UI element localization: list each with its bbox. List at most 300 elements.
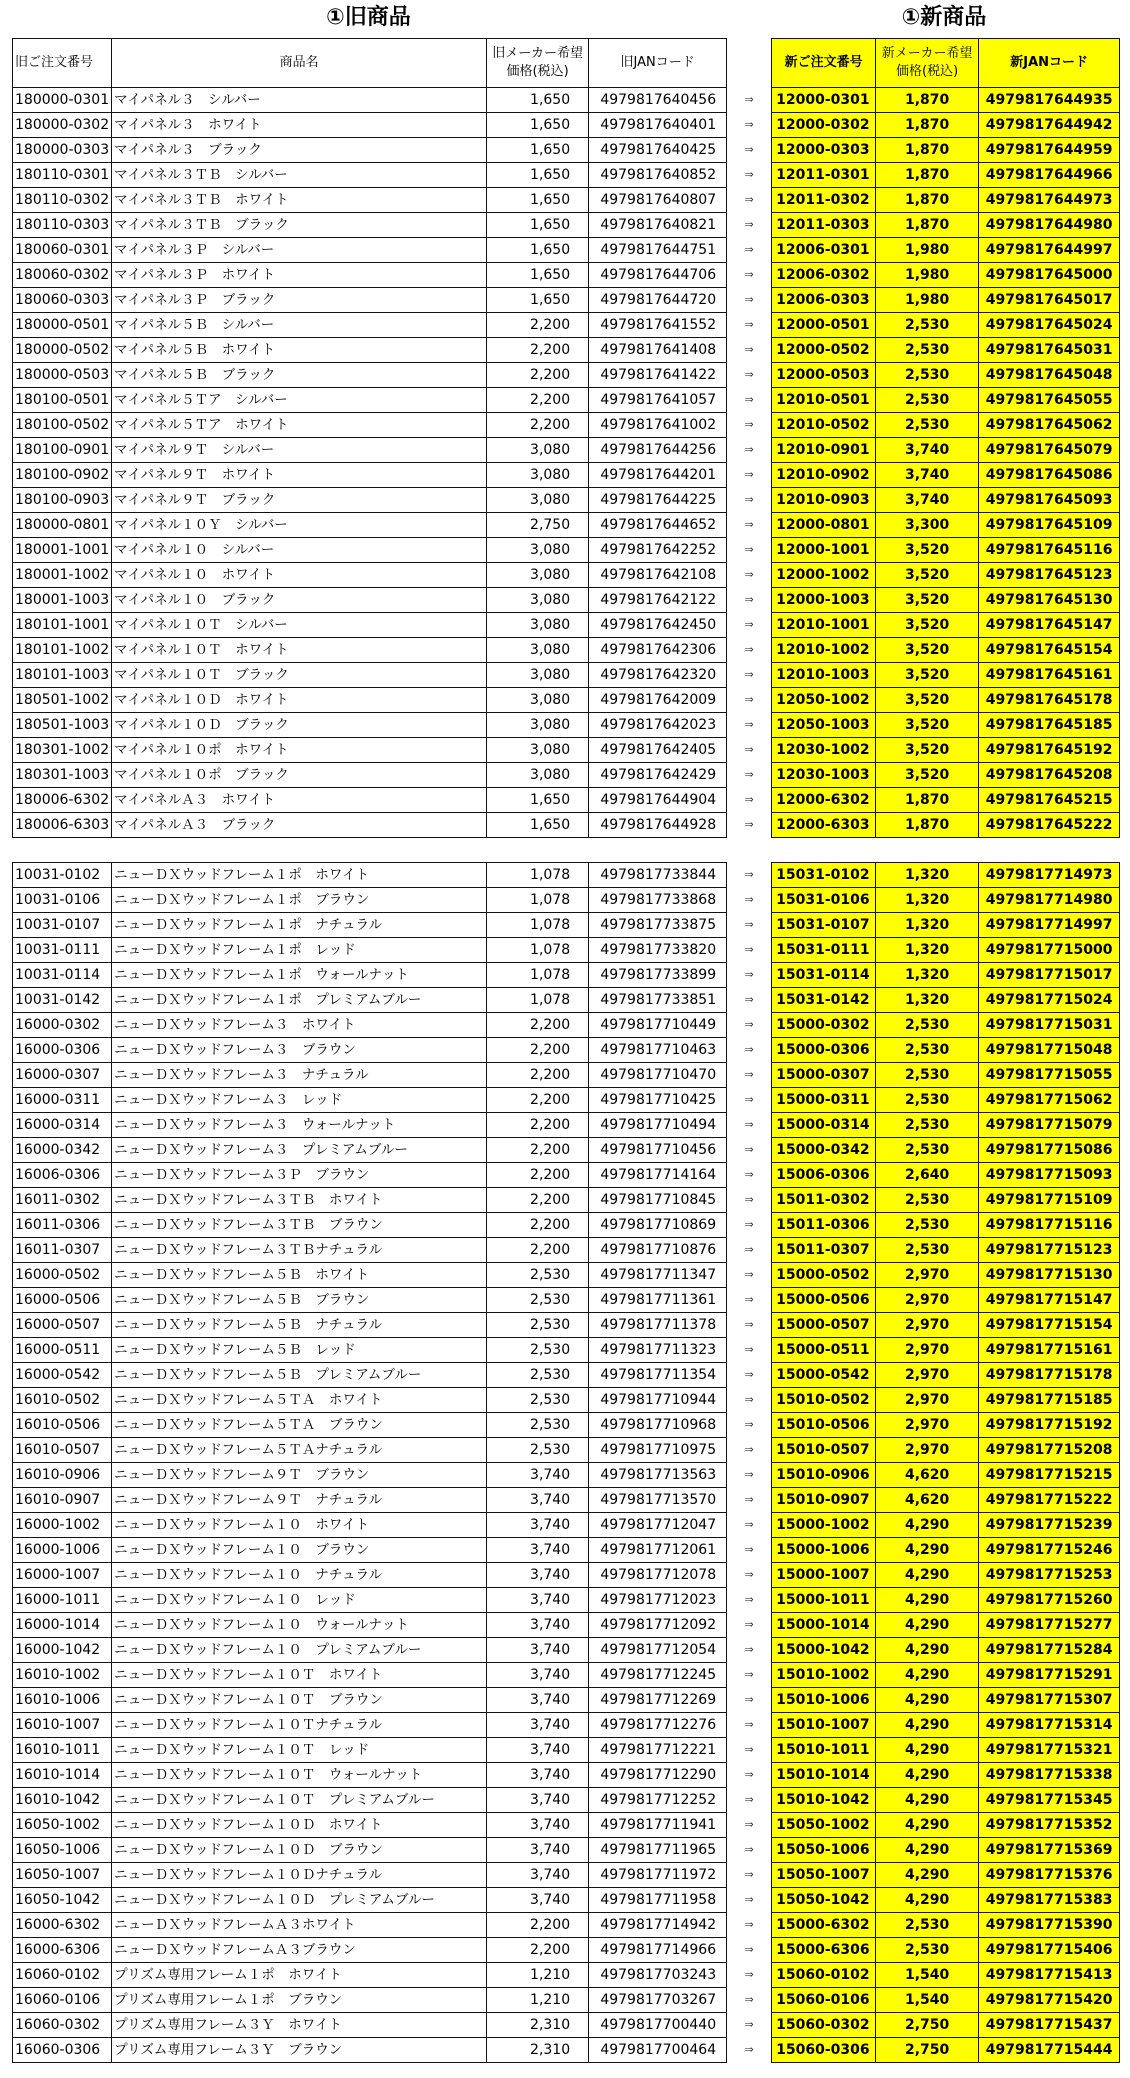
- old-order-number-cell: 10031-0142: [13, 988, 112, 1013]
- new-jan-code-cell: 4979817645055: [979, 388, 1120, 413]
- new-price-cell: 2,970: [876, 1438, 979, 1463]
- arrow-icon: ⇒: [744, 193, 754, 206]
- old-price-cell: 2,200: [487, 1088, 589, 1113]
- product-name-cell: ニューＤＸウッドフレーム３ レッド: [112, 1088, 487, 1113]
- new-price-cell: 2,970: [876, 1288, 979, 1313]
- arrow-icon: ⇒: [744, 318, 754, 331]
- arrow-icon: ⇒: [744, 168, 754, 181]
- new-jan-code-cell: 4979817644942: [979, 113, 1120, 138]
- table-row: [13, 888, 1120, 913]
- old-products-title: ①旧商品: [326, 5, 411, 30]
- arrow-icon: ⇒: [744, 1168, 754, 1181]
- arrow-icon: ⇒: [744, 918, 754, 931]
- old-jan-code-cell: 4979817642122: [589, 588, 727, 613]
- arrow-icon: ⇒: [744, 293, 754, 306]
- old-order-number-cell: 180100-0901: [13, 438, 112, 463]
- product-name-cell: ニューＤＸウッドフレーム１ポ レッド: [112, 938, 487, 963]
- old-order-number-cell: 16011-0307: [13, 1238, 112, 1263]
- new-jan-code-cell: 4979817645130: [979, 588, 1120, 613]
- product-name-cell: マイパネル１０ポ ブラック: [112, 763, 487, 788]
- table-row: [13, 1288, 1120, 1313]
- old-order-number-cell: 16000-1002: [13, 1513, 112, 1538]
- old-jan-code-cell: 4979817642009: [589, 688, 727, 713]
- arrow-icon: ⇒: [744, 2018, 754, 2031]
- new-price-cell: 2,530: [876, 1013, 979, 1038]
- old-price-cell: 1,650: [487, 813, 589, 838]
- table-row: [13, 313, 1120, 338]
- old-jan-code-cell: 4979817642450: [589, 613, 727, 638]
- new-order-number-cell: 15000-0307: [772, 1063, 876, 1088]
- old-price-cell: 3,740: [487, 1663, 589, 1688]
- arrow-icon: ⇒: [744, 618, 754, 631]
- new-order-number-cell: 15010-0506: [772, 1413, 876, 1438]
- old-order-number-cell: 180000-0301: [13, 88, 112, 113]
- old-order-number-cell: 16000-0314: [13, 1113, 112, 1138]
- new-order-number-cell: 12000-0502: [772, 338, 876, 363]
- new-price-cell: 1,320: [876, 988, 979, 1013]
- old-price-cell: 3,080: [487, 463, 589, 488]
- new-price-cell: 2,530: [876, 1063, 979, 1088]
- table-row: [13, 1988, 1120, 2013]
- new-order-number-cell: 15000-0502: [772, 1263, 876, 1288]
- new-price-cell: 1,870: [876, 813, 979, 838]
- new-order-number-cell: 15010-0907: [772, 1488, 876, 1513]
- new-jan-code-cell: 4979817645208: [979, 763, 1120, 788]
- old-order-number-cell: 16000-0507: [13, 1313, 112, 1338]
- old-jan-code-cell: 4979817712252: [589, 1788, 727, 1813]
- new-jan-code-cell: 4979817645192: [979, 738, 1120, 763]
- table-row: [13, 213, 1120, 238]
- arrow-icon: ⇒: [744, 1793, 754, 1806]
- new-jan-code-cell: 4979817715383: [979, 1888, 1120, 1913]
- table-row: [13, 188, 1120, 213]
- old-jan-code-cell: 4979817642429: [589, 763, 727, 788]
- old-price-cell: 1,078: [487, 913, 589, 938]
- new-jan-code-cell: 4979817715277: [979, 1613, 1120, 1638]
- old-order-number-cell: 16050-1007: [13, 1863, 112, 1888]
- new-price-cell: 4,290: [876, 1688, 979, 1713]
- new-price-cell: 2,530: [876, 388, 979, 413]
- product-name-cell: ニューＤＸウッドフレーム３ プレミアムブルー: [112, 1138, 487, 1163]
- new-jan-code-cell: 4979817715369: [979, 1838, 1120, 1863]
- product-name-cell: ニューＤＸウッドフレーム１０ ナチュラル: [112, 1563, 487, 1588]
- new-price-header: 新メーカー希望価格(税込): [876, 39, 979, 88]
- table-row: [13, 138, 1120, 163]
- table-row: [13, 1838, 1120, 1863]
- separator-cell: [13, 838, 112, 863]
- old-price-cell: 2,200: [487, 1188, 589, 1213]
- arrow-icon: ⇒: [744, 593, 754, 606]
- new-order-number-cell: 12011-0303: [772, 213, 876, 238]
- product-name-cell: ニューＤＸウッドフレーム１ポ ブラウン: [112, 888, 487, 913]
- new-order-number-cell: 12000-0301: [772, 88, 876, 113]
- product-name-cell: マイパネル５Ｂ シルバー: [112, 313, 487, 338]
- product-name-cell: ニューＤＸウッドフレーム５Ｂ ブラウン: [112, 1288, 487, 1313]
- product-name-cell: マイパネル３ＴＢ ブラック: [112, 213, 487, 238]
- old-jan-code-cell: 4979817644201: [589, 463, 727, 488]
- old-order-number-cell: 10031-0102: [13, 863, 112, 888]
- new-jan-code-cell: 4979817645109: [979, 513, 1120, 538]
- new-order-number-cell: 15050-1006: [772, 1838, 876, 1863]
- old-jan-code-cell: 4979817642108: [589, 563, 727, 588]
- old-order-number-cell: 16010-1002: [13, 1663, 112, 1688]
- new-price-cell: 3,520: [876, 588, 979, 613]
- arrow-icon: ⇒: [744, 1468, 754, 1481]
- new-jan-code-cell: 4979817645154: [979, 638, 1120, 663]
- old-order-number-cell: 16006-0306: [13, 1163, 112, 1188]
- arrow-icon: ⇒: [744, 643, 754, 656]
- new-order-number-cell: 15031-0142: [772, 988, 876, 1013]
- arrow-icon: ⇒: [744, 1018, 754, 1031]
- table-row: [13, 238, 1120, 263]
- product-mapping-table: [12, 38, 1120, 2063]
- new-order-number-cell: 15000-0506: [772, 1288, 876, 1313]
- separator-cell: [589, 838, 727, 863]
- new-jan-code-cell: 4979817715123: [979, 1238, 1120, 1263]
- product-name-cell: マイパネル１０Ｔ シルバー: [112, 613, 487, 638]
- product-name-cell: マイパネル３Ｐ ホワイト: [112, 263, 487, 288]
- new-order-number-cell: 15060-0102: [772, 1963, 876, 1988]
- new-price-cell: 3,520: [876, 613, 979, 638]
- old-price-cell: 3,080: [487, 613, 589, 638]
- new-order-number-cell: 12050-1002: [772, 688, 876, 713]
- arrow-icon: ⇒: [744, 1643, 754, 1656]
- old-order-number-cell: 16010-1011: [13, 1738, 112, 1763]
- new-order-number-cell: 15006-0306: [772, 1163, 876, 1188]
- product-name-cell: ニューＤＸウッドフレーム１ポ ウォールナット: [112, 963, 487, 988]
- old-order-number-cell: 180000-0801: [13, 513, 112, 538]
- table-row: [13, 1338, 1120, 1363]
- old-jan-code-cell: 4979817710470: [589, 1063, 727, 1088]
- new-price-cell: 1,320: [876, 938, 979, 963]
- product-name-cell: ニューＤＸウッドフレーム３ ウォールナット: [112, 1113, 487, 1138]
- arrow-icon: ⇒: [744, 1043, 754, 1056]
- old-order-number-cell: 180000-0302: [13, 113, 112, 138]
- old-jan-code-cell: 4979817644928: [589, 813, 727, 838]
- product-name-cell: ニューＤＸウッドフレーム３Ｐ ブラウン: [112, 1163, 487, 1188]
- old-price-cell: 2,310: [487, 2013, 589, 2038]
- product-name-cell: ニューＤＸウッドフレーム１０ ブラウン: [112, 1538, 487, 1563]
- new-order-number-cell: 15000-0314: [772, 1113, 876, 1138]
- product-name-cell: ニューＤＸウッドフレーム３ ブラウン: [112, 1038, 487, 1063]
- new-jan-code-cell: 4979817715048: [979, 1038, 1120, 1063]
- new-price-cell: 4,290: [876, 1713, 979, 1738]
- new-price-cell: 2,970: [876, 1363, 979, 1388]
- new-order-number-cell: 12010-0901: [772, 438, 876, 463]
- separator-cell: [112, 838, 487, 863]
- old-price-cell: 1,650: [487, 263, 589, 288]
- old-order-number-cell: 16010-0906: [13, 1463, 112, 1488]
- old-order-number-cell: 16010-0506: [13, 1413, 112, 1438]
- old-order-number-cell: 180110-0301: [13, 163, 112, 188]
- table-row: [13, 1238, 1120, 1263]
- product-name-cell: マイパネル３ ブラック: [112, 138, 487, 163]
- new-price-cell: 1,870: [876, 788, 979, 813]
- old-price-cell: 3,740: [487, 1538, 589, 1563]
- old-price-cell: 1,078: [487, 963, 589, 988]
- old-price-cell: 2,200: [487, 388, 589, 413]
- old-price-cell: 3,080: [487, 538, 589, 563]
- old-jan-code-cell: 4979817642306: [589, 638, 727, 663]
- old-price-cell: 1,650: [487, 163, 589, 188]
- old-jan-code-cell: 4979817640807: [589, 188, 727, 213]
- new-jan-code-cell: 4979817715314: [979, 1713, 1120, 1738]
- product-name-cell: マイパネル３ＴＢ ホワイト: [112, 188, 487, 213]
- old-jan-code-cell: 4979817641552: [589, 313, 727, 338]
- arrow-icon: ⇒: [744, 1268, 754, 1281]
- old-jan-code-cell: 4979817711323: [589, 1338, 727, 1363]
- table-row: [13, 1488, 1120, 1513]
- old-order-number-cell: 16000-1042: [13, 1638, 112, 1663]
- product-name-cell: プリズム専用フレーム１ポ ブラウン: [112, 1988, 487, 2013]
- old-order-number-cell: 16060-0102: [13, 1963, 112, 1988]
- old-jan-code-cell: 4979817733844: [589, 863, 727, 888]
- new-price-cell: 2,530: [876, 1038, 979, 1063]
- new-jan-code-cell: 4979817715147: [979, 1288, 1120, 1313]
- old-order-number-cell: 16050-1042: [13, 1888, 112, 1913]
- table-row: [13, 113, 1120, 138]
- old-jan-code-cell: 4979817710975: [589, 1438, 727, 1463]
- arrow-icon: ⇒: [744, 443, 754, 456]
- old-order-number-cell: 16050-1006: [13, 1838, 112, 1863]
- arrow-icon: ⇒: [744, 1093, 754, 1106]
- product-name-cell: ニューＤＸウッドフレーム３ＴＢ ブラウン: [112, 1213, 487, 1238]
- new-order-number-cell: 12050-1003: [772, 713, 876, 738]
- arrow-icon: ⇒: [744, 1343, 754, 1356]
- new-order-number-cell: 12000-0503: [772, 363, 876, 388]
- new-order-number-cell: 12030-1003: [772, 763, 876, 788]
- new-jan-code-cell: 4979817715307: [979, 1688, 1120, 1713]
- product-name-cell: ニューＤＸウッドフレーム５ＴＡナチュラル: [112, 1438, 487, 1463]
- new-price-cell: 3,520: [876, 713, 979, 738]
- table-row: [13, 438, 1120, 463]
- separator-cell: [772, 838, 876, 863]
- old-order-number-cell: 16011-0306: [13, 1213, 112, 1238]
- old-price-cell: 2,200: [487, 1913, 589, 1938]
- old-price-cell: 3,740: [487, 1863, 589, 1888]
- new-order-number-cell: 15010-1002: [772, 1663, 876, 1688]
- product-name-cell: マイパネル１０Ｔ ホワイト: [112, 638, 487, 663]
- old-jan-code-cell: 4979817711958: [589, 1888, 727, 1913]
- table-row: [13, 163, 1120, 188]
- new-price-cell: 4,290: [876, 1613, 979, 1638]
- product-name-cell: ニューＤＸウッドフレーム１０Ｔ ホワイト: [112, 1663, 487, 1688]
- new-jan-code-cell: 4979817715239: [979, 1513, 1120, 1538]
- separator-cell: [487, 838, 589, 863]
- table-row: [13, 1038, 1120, 1063]
- old-price-cell: 3,080: [487, 763, 589, 788]
- separator-cell: [876, 838, 979, 863]
- separator-cell: [979, 838, 1120, 863]
- table-row: [13, 963, 1120, 988]
- arrow-icon: ⇒: [744, 1993, 754, 2006]
- new-price-cell: 2,750: [876, 2013, 979, 2038]
- old-jan-code-cell: 4979817640425: [589, 138, 727, 163]
- table-row: [13, 1863, 1120, 1888]
- product-name-cell: ニューＤＸウッドフレーム１ポ ホワイト: [112, 863, 487, 888]
- old-jan-code-cell: 4979817710463: [589, 1038, 727, 1063]
- old-price-cell: 2,200: [487, 1163, 589, 1188]
- new-price-cell: 2,970: [876, 1263, 979, 1288]
- new-jan-code-cell: 4979817644973: [979, 188, 1120, 213]
- new-jan-code-cell: 4979817645017: [979, 288, 1120, 313]
- new-price-cell: 1,320: [876, 888, 979, 913]
- new-order-number-cell: 15031-0114: [772, 963, 876, 988]
- old-order-number-cell: 180001-1003: [13, 588, 112, 613]
- new-jan-code-cell: 4979817715161: [979, 1338, 1120, 1363]
- old-price-cell: 2,200: [487, 1213, 589, 1238]
- old-order-number-cell: 180101-1001: [13, 613, 112, 638]
- old-order-number-cell: 180001-1002: [13, 563, 112, 588]
- old-price-cell: 3,080: [487, 588, 589, 613]
- new-price-cell: 3,520: [876, 663, 979, 688]
- table-row: [13, 1638, 1120, 1663]
- old-order-number-cell: 180100-0502: [13, 413, 112, 438]
- new-jan-code-cell: 4979817644959: [979, 138, 1120, 163]
- old-price-cell: 1,650: [487, 238, 589, 263]
- old-price-cell: 2,530: [487, 1388, 589, 1413]
- product-name-cell: ニューＤＸウッドフレーム５Ｂ ナチュラル: [112, 1313, 487, 1338]
- old-price-cell: 1,078: [487, 938, 589, 963]
- new-order-number-cell: 15010-1042: [772, 1788, 876, 1813]
- arrow-icon: ⇒: [744, 518, 754, 531]
- table-row: [13, 288, 1120, 313]
- product-name-cell: マイパネル１０ ブラック: [112, 588, 487, 613]
- old-price-cell: 3,740: [487, 1488, 589, 1513]
- table-row: [13, 1438, 1120, 1463]
- product-name-cell: ニューＤＸウッドフレーム１ポ プレミアムブルー: [112, 988, 487, 1013]
- new-price-cell: 2,530: [876, 1938, 979, 1963]
- old-order-number-cell: 16010-1014: [13, 1763, 112, 1788]
- new-order-number-cell: 15011-0306: [772, 1213, 876, 1238]
- arrow-icon: ⇒: [744, 118, 754, 131]
- product-name-cell: ニューＤＸウッドフレーム１０Ｄ プレミアムブルー: [112, 1888, 487, 1913]
- product-name-cell: マイパネル１０ポ ホワイト: [112, 738, 487, 763]
- header-row: [13, 39, 1120, 88]
- new-price-cell: 4,290: [876, 1663, 979, 1688]
- table-row: [13, 1088, 1120, 1113]
- new-price-cell: 1,870: [876, 163, 979, 188]
- old-jan-code-cell: 4979817640852: [589, 163, 727, 188]
- old-price-cell: 1,078: [487, 988, 589, 1013]
- arrow-icon: ⇒: [744, 1318, 754, 1331]
- arrow-icon: ⇒: [744, 693, 754, 706]
- table-row: [13, 1963, 1120, 1988]
- old-price-cell: 1,650: [487, 213, 589, 238]
- arrow-icon: ⇒: [744, 993, 754, 1006]
- old-price-cell: 1,650: [487, 188, 589, 213]
- product-name-cell: ニューＤＸウッドフレーム９Ｔ ナチュラル: [112, 1488, 487, 1513]
- arrow-icon: ⇒: [744, 1868, 754, 1881]
- old-jan-code-cell: 4979817712078: [589, 1563, 727, 1588]
- new-jan-code-cell: 4979817645048: [979, 363, 1120, 388]
- table-row: [13, 588, 1120, 613]
- new-jan-code-cell: 4979817645062: [979, 413, 1120, 438]
- new-price-cell: 1,870: [876, 213, 979, 238]
- arrow-icon: ⇒: [744, 1943, 754, 1956]
- new-jan-code-cell: 4979817715284: [979, 1638, 1120, 1663]
- new-price-cell: 2,970: [876, 1388, 979, 1413]
- new-price-cell: 4,290: [876, 1513, 979, 1538]
- table-row: [13, 488, 1120, 513]
- new-order-number-cell: 12000-6303: [772, 813, 876, 838]
- old-order-number-cell: 180006-6302: [13, 788, 112, 813]
- old-price-cell: 3,740: [487, 1838, 589, 1863]
- old-jan-code-cell: 4979817733875: [589, 913, 727, 938]
- old-order-number-cell: 16000-0307: [13, 1063, 112, 1088]
- old-jan-code-cell: 4979817712092: [589, 1613, 727, 1638]
- new-order-number-cell: 15010-0502: [772, 1388, 876, 1413]
- arrow-icon: ⇒: [744, 1143, 754, 1156]
- new-jan-code-cell: 4979817645024: [979, 313, 1120, 338]
- table-row: [13, 538, 1120, 563]
- new-price-cell: 4,290: [876, 1563, 979, 1588]
- product-name-cell: ニューＤＸウッドフレーム１０Ｔ ウォールナット: [112, 1763, 487, 1788]
- old-price-cell: 2,530: [487, 1263, 589, 1288]
- old-order-number-cell: 180501-1002: [13, 688, 112, 713]
- arrow-icon: ⇒: [744, 568, 754, 581]
- new-price-cell: 2,970: [876, 1338, 979, 1363]
- old-order-number-cell: 16000-6302: [13, 1913, 112, 1938]
- table-row: [13, 1713, 1120, 1738]
- arrow-icon: ⇒: [744, 2043, 754, 2056]
- product-name-cell: ニューＤＸウッドフレーム３ ホワイト: [112, 1013, 487, 1038]
- new-price-cell: 1,870: [876, 113, 979, 138]
- new-jan-code-cell: 4979817715291: [979, 1663, 1120, 1688]
- old-order-number-cell: 180006-6303: [13, 813, 112, 838]
- new-jan-code-cell: 4979817644980: [979, 213, 1120, 238]
- new-order-number-cell: 15000-0542: [772, 1363, 876, 1388]
- old-price-cell: 3,740: [487, 1463, 589, 1488]
- old-order-number-cell: 180100-0501: [13, 388, 112, 413]
- arrow-icon: ⇒: [744, 1693, 754, 1706]
- old-order-number-cell: 10031-0107: [13, 913, 112, 938]
- new-price-cell: 1,980: [876, 288, 979, 313]
- old-price-cell: 2,530: [487, 1363, 589, 1388]
- new-jan-code-cell: 4979817715000: [979, 938, 1120, 963]
- old-order-number-header: 旧ご注文番号: [13, 39, 112, 88]
- old-jan-code-cell: 4979817714164: [589, 1163, 727, 1188]
- new-jan-code-cell: 4979817715321: [979, 1738, 1120, 1763]
- old-jan-code-cell: 4979817710425: [589, 1088, 727, 1113]
- arrow-icon: ⇒: [744, 1818, 754, 1831]
- new-jan-code-cell: 4979817715130: [979, 1263, 1120, 1288]
- product-name-cell: ニューＤＸウッドフレーム５ＴＡ ホワイト: [112, 1388, 487, 1413]
- new-order-number-cell: 12000-6302: [772, 788, 876, 813]
- old-order-number-cell: 180000-0503: [13, 363, 112, 388]
- old-jan-code-cell: 4979817711347: [589, 1263, 727, 1288]
- old-order-number-cell: 16050-1002: [13, 1813, 112, 1838]
- product-name-cell: マイパネルＡ３ ホワイト: [112, 788, 487, 813]
- table-row: [13, 363, 1120, 388]
- new-jan-code-cell: 4979817714997: [979, 913, 1120, 938]
- old-price-cell: 3,080: [487, 663, 589, 688]
- table-row: [13, 1688, 1120, 1713]
- old-order-number-cell: 180101-1002: [13, 638, 112, 663]
- product-name-header: 商品名: [112, 39, 487, 88]
- old-jan-code-cell: 4979817713563: [589, 1463, 727, 1488]
- old-order-number-cell: 180110-0302: [13, 188, 112, 213]
- old-jan-code-cell: 4979817644904: [589, 788, 727, 813]
- old-jan-code-cell: 4979817640456: [589, 88, 727, 113]
- old-price-cell: 1,078: [487, 863, 589, 888]
- new-jan-code-cell: 4979817715017: [979, 963, 1120, 988]
- arrow-icon: ⇒: [744, 1518, 754, 1531]
- new-order-number-cell: 12011-0302: [772, 188, 876, 213]
- arrow-icon: ⇒: [744, 1743, 754, 1756]
- group-separator: [13, 838, 1120, 863]
- new-price-cell: 1,870: [876, 138, 979, 163]
